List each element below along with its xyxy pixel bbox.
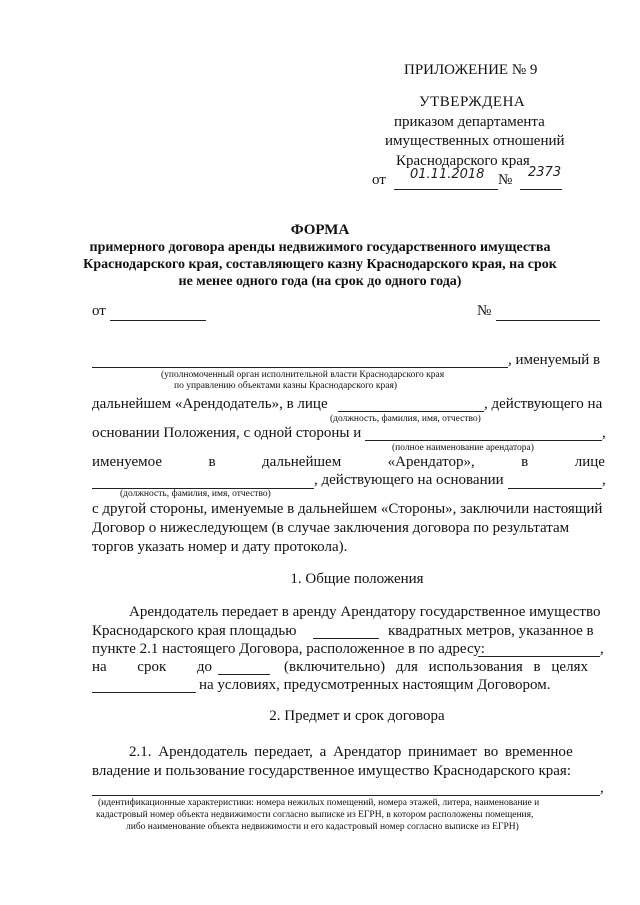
parties-line-8: торгов указать номер и дату протокола). [92, 539, 348, 555]
lessor-hint-1: (уполномоченный орган исполнительной власти Краснодарского края [161, 370, 445, 380]
lessor-representative-field[interactable] [338, 411, 484, 412]
section-2-line-1: 2.1. Арендодатель передает, а Арендатор принимает во временное [129, 744, 573, 760]
parties-line-4 [92, 454, 605, 471]
section-1-line-4-word: на [92, 659, 107, 675]
section-2-heading: 2. Предмет и срок договора [269, 708, 445, 724]
title-line-1: примерного договора аренды недвижимого государственного имущества [89, 240, 551, 255]
parties-line-7: Договор о нижеследующем (в случае заключения договора по результатам [92, 520, 570, 536]
order-number-prefix: № [498, 172, 513, 188]
appendix-label: ПРИЛОЖЕНИЕ № 9 [404, 62, 538, 78]
parties-line-1-suffix: , именуемый в [508, 352, 601, 368]
form-title: ФОРМА [290, 222, 350, 238]
lessor-hint-2: по управлению объектами казны Краснодарского края) [174, 381, 398, 391]
order-line-1: приказом департамента [394, 114, 545, 130]
section-1-line-2-a: Краснодарского края площадью [92, 623, 297, 639]
parties-line-5-mid: , действующего на основании [314, 472, 504, 488]
contract-number-prefix: № [477, 303, 492, 319]
section-1-line-4-word: срок [137, 659, 167, 675]
order-number-handwritten: 2373 [528, 165, 562, 180]
section-1-line-4-b-text: (включительно) для использования в целях [284, 659, 588, 675]
contract-number-field[interactable] [496, 320, 600, 321]
purpose-field[interactable] [92, 692, 196, 693]
parties-line-4-word: лице [574, 454, 605, 470]
area-field[interactable] [313, 638, 379, 639]
contract-date-field[interactable] [110, 320, 206, 321]
section-1-line-5-b: на условиях, предусмотренных настоящим Договором. [199, 677, 551, 693]
parties-line-4-word: дальнейшем [262, 454, 342, 470]
property-hint-1: (идентификационные характеристики: номера нежилых помещений, номера этажей, литера, наименование и [98, 798, 540, 808]
parties-line-3-suffix: , [602, 425, 606, 441]
parties-line-5-suffix: , [602, 472, 606, 488]
section-1-line-4-a [92, 659, 212, 676]
section-1-line-1: Арендодатель передает в аренду Арендатору государственное имущество [129, 604, 601, 620]
section-1-line-3-a: пункте 2.1 настоящего Договора, расположенное в по адресу: [92, 641, 485, 657]
property-hint-3: либо наименование объекта недвижимости и его кадастровый номер согласно выписке из ЕГРН) [126, 822, 519, 832]
lessee-representative-hint: (должность, фамилия, имя, отчество) [120, 489, 271, 499]
section-1-line-4-word: до [196, 659, 212, 675]
lessee-basis-field[interactable] [508, 488, 602, 489]
order-date-handwritten: 01.11.2018 [410, 167, 485, 182]
parties-line-4-word: «Арендатор», [387, 454, 475, 470]
parties-line-4-word: в [208, 454, 216, 470]
section-1-line-4-b [284, 659, 604, 676]
property-hint-2: кадастровый номер объекта недвижимости согласно выписке из ЕГРН, в котором расположены помещения, [96, 810, 534, 820]
section-1-line-2-b: квадратных метров, указанное в [388, 623, 594, 639]
lessor-name-field[interactable] [92, 367, 508, 368]
lessee-name-hint: (полное наименование арендатора) [392, 443, 534, 453]
title-line-3: не менее одного года (на срок до одного года) [178, 274, 462, 289]
section-2-line-2: владение и пользование государственное имущество Краснодарского края: [92, 763, 571, 779]
parties-line-4-word: в [521, 454, 529, 470]
title-line-2: Краснодарского края, составляющего казну Краснодарского края, на срок [83, 257, 557, 272]
order-date-prefix: от [372, 172, 386, 188]
order-date-underline [394, 189, 498, 190]
lessor-representative-hint: (должность, фамилия, имя, отчество) [330, 414, 481, 424]
approved-label: УТВЕРЖДЕНА [419, 94, 526, 110]
term-date-field[interactable] [218, 674, 270, 675]
parties-line-4-word: именуемое [92, 454, 162, 470]
order-number-underline [520, 189, 562, 190]
parties-line-2-prefix: дальнейшем «Арендодатель», в лице [92, 396, 328, 412]
address-field[interactable] [478, 656, 600, 657]
parties-line-6: с другой стороны, именуемые в дальнейшем «Стороны», заключили настоящий [92, 501, 603, 517]
section-1-line-3-b: , [600, 641, 604, 657]
parties-line-2-suffix: , действующего на [484, 396, 603, 412]
contract-date-prefix: от [92, 303, 106, 319]
property-identification-field[interactable] [92, 795, 600, 796]
order-line-3: Краснодарского края [396, 153, 530, 169]
section-1-heading: 1. Общие положения [290, 571, 424, 587]
order-line-2: имущественных отношений [385, 133, 565, 149]
lessee-name-field[interactable] [365, 440, 602, 441]
section-2-line-3-suffix: , [600, 780, 604, 796]
parties-line-3-prefix: основании Положения, с одной стороны и [92, 425, 362, 441]
